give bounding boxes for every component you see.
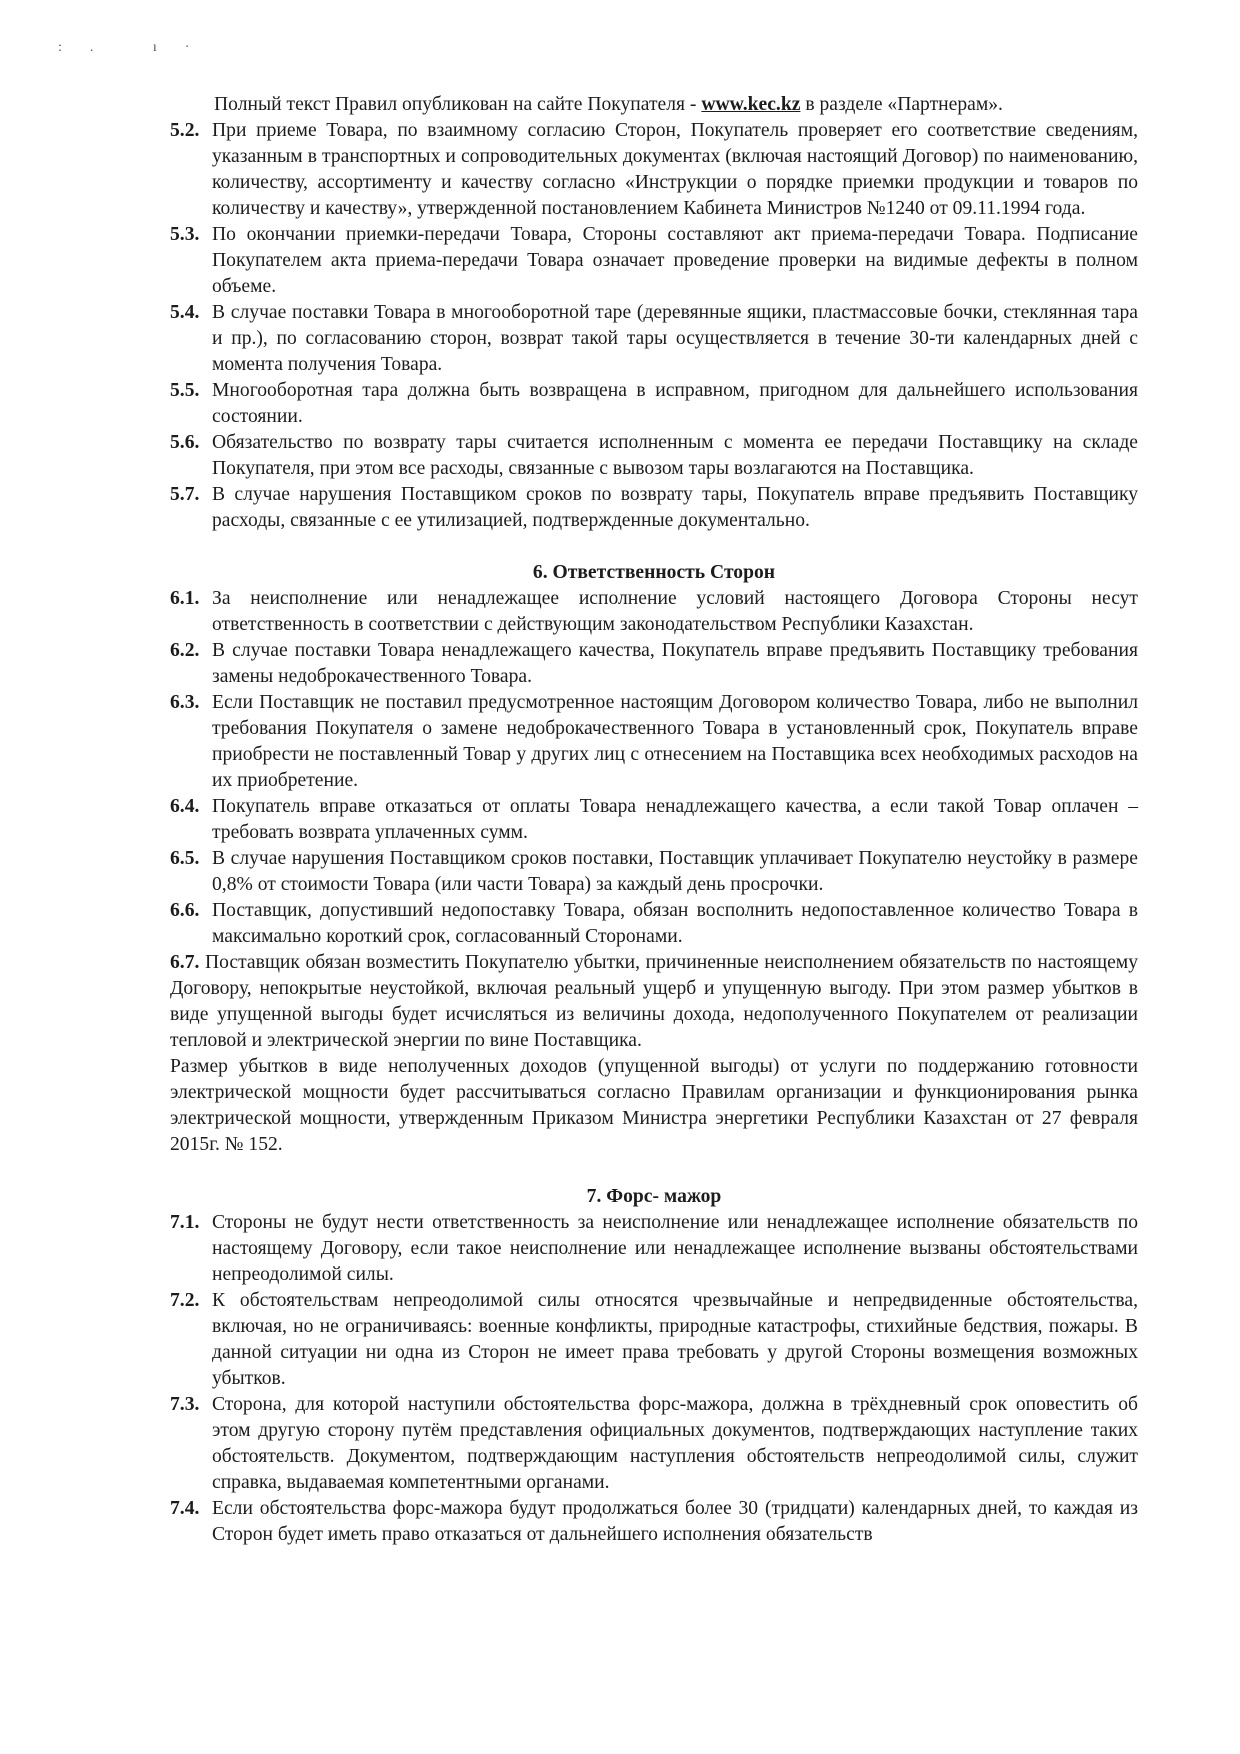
clause-number: 7.3. bbox=[170, 1394, 200, 1415]
clause-number: 5.7. bbox=[170, 484, 200, 505]
clause-text: Поставщик, допустивший недопоставку Товара, обязан восполнить недопоставленное количество Товара в максимально короткий срок, согласованный Сторонами. bbox=[212, 900, 1138, 947]
clause-number: 5.5. bbox=[170, 380, 200, 401]
document-page bbox=[170, 92, 1138, 1548]
section-7-list bbox=[170, 1210, 1138, 1548]
clause-6-1 bbox=[170, 586, 1138, 638]
clause-text: Если обстоятельства форс-мажора будут продолжаться более 30 (тридцати) календарных дней, то каждая из Сторон будет иметь право отказаться от дальнейшего исполнения обязательств bbox=[212, 1498, 1138, 1545]
clause-text: Если Поставщик не поставил предусмотренное настоящим Договором количество Товара, либо не выполнил требования Покупателя о замене недоброкачественного Товара в установленный срок, Покупатель вправе приобрести не поставленный Товар у других лиц с отнесением на Поставщика всех необходимых расходов на их приобретение. bbox=[212, 692, 1138, 791]
clause-text: При приеме Товара, по взаимному согласию Сторон, Покупатель проверяет его соответствие сведениям, указанным в транспортных и сопроводительных документах (включая настоящий Договор) по наименованию, количеству, ассортименту и качеству согласно «Инструкции о порядке приемки продукции и товаров по количеству и качеству», утвержденной постановлением Кабинета Министров №1240 от 09.11.1994 года. bbox=[212, 120, 1138, 219]
clause-text: Стороны не будут нести ответственность за неисполнение или ненадлежащее исполнение обязательств по настоящему Договору, если такое неисполнение или ненадлежащее исполнение вызваны обстоятельствами непреодолимой силы. bbox=[212, 1212, 1138, 1285]
website-link[interactable]: www.kec.kz bbox=[701, 94, 801, 115]
clause-number: 5.2. bbox=[170, 120, 200, 141]
clause-text: В случае нарушения Поставщиком сроков по возврату тары, Покупатель вправе предъявить Поставщику расходы, связанные с ее утилизацией, подтвержденные документально. bbox=[212, 484, 1138, 531]
clause-number: 6.3. bbox=[170, 692, 200, 713]
clause-7-2 bbox=[170, 1288, 1138, 1392]
clause-5-3 bbox=[170, 222, 1138, 300]
clause-text: В случае нарушения Поставщиком сроков поставки, Поставщик уплачивает Покупателю неустойку в размере 0,8% от стоимости Товара (или части Товара) за каждый день просрочки. bbox=[212, 848, 1138, 895]
clause-6-3 bbox=[170, 690, 1138, 794]
clause-number: 5.6. bbox=[170, 432, 200, 453]
clause-text: По окончании приемки-передачи Товара, Стороны составляют акт приема-передачи Товара. Подписание Покупателем акта приема-передачи Товара означает проведение проверки на видимые дефекты в полном объеме. bbox=[212, 224, 1138, 297]
clause-number: 6.4. bbox=[170, 796, 200, 817]
clause-number: 6.6. bbox=[170, 900, 200, 921]
clause-6-5 bbox=[170, 846, 1138, 898]
clause-6-7-continuation: Размер убытков в виде неполученных доходов (упущенной выгоды) от услуги по поддержанию готовности электрической мощности будет рассчитываться согласно Правилам организации и функционирования рынка электрической мощности, утвержденным Приказом Министра энергетики Республики Казахстан от 27 февраля 2015г. № 152. bbox=[170, 1056, 1138, 1155]
clause-text: Многооборотная тара должна быть возвращена в исправном, пригодном для дальнейшего использования состоянии. bbox=[212, 380, 1138, 427]
clause-5-6 bbox=[170, 430, 1138, 482]
section-7-heading: 7. Форс- мажор bbox=[586, 1186, 722, 1207]
clause-number: 6.7. bbox=[170, 952, 200, 973]
clause-text: К обстоятельствам непреодолимой силы относятся чрезвычайные и непредвиденные обстоятельства, включая, но не ограничиваясь: военные конфликты, природные катастрофы, стихийные бедствия, пожары. В данной ситуации ни одна из Сторон не имеет права требовать у другой Стороны возмещения возможных убытков. bbox=[212, 1290, 1138, 1389]
clause-6-6 bbox=[170, 898, 1138, 950]
clause-number: 7.4. bbox=[170, 1498, 200, 1519]
clause-number: 7.2. bbox=[170, 1290, 200, 1311]
clause-number: 6.2. bbox=[170, 640, 200, 661]
clause-text: Обязательство по возврату тары считается исполненным с момента ее передачи Поставщику на складе Покупателя, при этом все расходы, связанные с вывозом тары возлагаются на Поставщика. bbox=[212, 432, 1138, 479]
scan-marks: :. ı· bbox=[58, 40, 218, 55]
clause-number: 5.4. bbox=[170, 302, 200, 323]
clause-5-4 bbox=[170, 300, 1138, 378]
clause-text: В случае поставки Товара в многооборотной таре (деревянные ящики, пластмассовые бочки, стеклянная тара и пр.), по согласованию сторон, возврат такой тары осуществляется в течение 30-ти календарных дней с момента получения Товара. bbox=[212, 302, 1138, 375]
clause-7-3 bbox=[170, 1392, 1138, 1496]
clause-5-5 bbox=[170, 378, 1138, 430]
intro-paragraph bbox=[170, 92, 1138, 118]
clause-5-7 bbox=[170, 482, 1138, 534]
clause-text: Поставщик обязан возместить Покупателю убытки, причиненные неисполнением обязательств по настоящему Договору, непокрытые неустойкой, включая реальный ущерб и упущенную выгоду. При этом размер убытков в виде упущенной выгоды будет исчисляться из величины дохода, недополученного Покупателем от реализации тепловой и электрической энергии по вине Поставщика. bbox=[170, 952, 1138, 1051]
intro-text: Полный текст Правил опубликован на сайте Покупателя - bbox=[214, 94, 697, 115]
clause-6-7 bbox=[170, 950, 1138, 1054]
section-6-list bbox=[170, 586, 1138, 950]
clause-7-4 bbox=[170, 1496, 1138, 1548]
clause-text: Покупатель вправе отказаться от оплаты Товара ненадлежащего качества, а если такой Товар оплачен – требовать возврата уплаченных сумм. bbox=[212, 796, 1138, 843]
clause-number: 5.3. bbox=[170, 224, 200, 245]
clause-7-1 bbox=[170, 1210, 1138, 1288]
clause-5-2 bbox=[170, 118, 1138, 222]
clause-number: 6.1. bbox=[170, 588, 200, 609]
clause-6-2 bbox=[170, 638, 1138, 690]
clause-text: Сторона, для которой наступили обстоятельства форс-мажора, должна в трёхдневный срок оповестить об этом другую сторону путём представления официальных документов, подтверждающих наступление таких обстоятельств. Документом, подтверждающим наступления обстоятельств непреодолимой силы, служит справка, выдаваемая компетентными органами. bbox=[212, 1394, 1138, 1493]
intro-text-end: в разделе «Партнерам». bbox=[805, 94, 1003, 115]
clause-number: 6.5. bbox=[170, 848, 200, 869]
clause-number: 7.1. bbox=[170, 1212, 200, 1233]
clause-6-4 bbox=[170, 794, 1138, 846]
clause-text: За неисполнение или ненадлежащее исполнение условий настоящего Договора Стороны несут ответственность в соответствии с действующим законодательством Республики Казахстан. bbox=[212, 588, 1138, 635]
section-5-list bbox=[170, 118, 1138, 534]
clause-text: В случае поставки Товара ненадлежащего качества, Покупатель вправе предъявить Поставщику требования замены недоброкачественного Товара. bbox=[212, 640, 1138, 687]
section-6-heading: 6. Ответственность Сторон bbox=[532, 562, 776, 583]
